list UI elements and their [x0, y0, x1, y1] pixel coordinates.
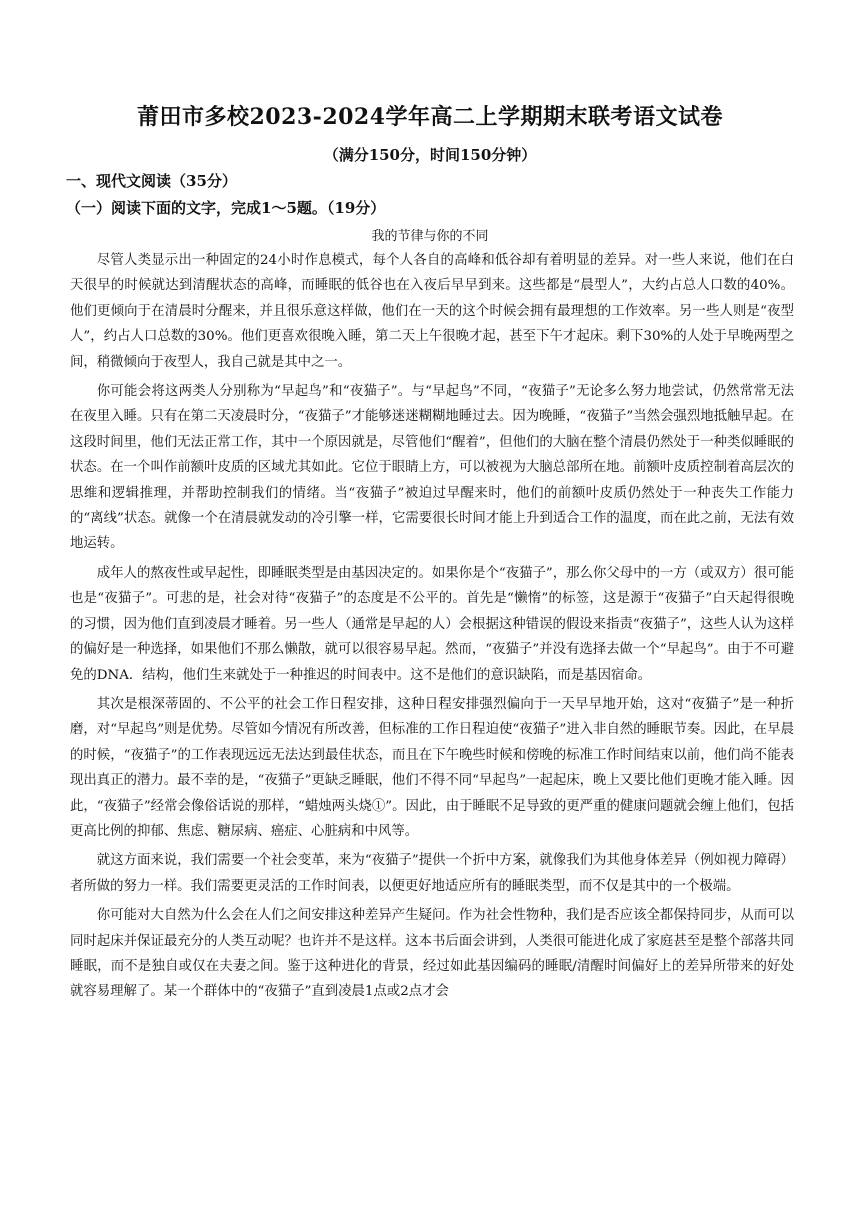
paragraph: 你可能会将这两类人分别称为“早起鸟”和“夜猫子”。与“早起鸟”不同，“夜猫子”无论多么努力地尝试，仍然常常无法在夜里入睡。只有在第二天凌晨时分，“夜猫子”才能够迷迷糊糊地睡过去。因为晚睡，“夜猫子”当然会强烈地抵触早起。在这段时间里，他们无法正常工作，其中一个原因就是，尽管他们“醒着”，但他们的大脑在整个清晨仍然处于一种类似睡眠的状态。在一个叫作前额叶皮质的区域尤其如此。它位于眼睛上方，可以被视为大脑总部所在地。前额叶皮质控制着高层次的思维和逻辑推理，并帮助控制我们的情绪。当“夜猫子”被迫过早醒来时，他们的前额叶皮质仍然处于一种丧失工作能力的“离线”状态。就像一个在清晨就发动的冷引擎一样，它需要很长时间才能上升到适合工作的温度，而在此之前，无法有效地运转。 [70, 384, 794, 552]
exam-title: 莆田市多校2023-2024学年高二上学期期末联考语文试卷 [136, 104, 724, 130]
paragraph: 成年人的熬夜性或早起性，即睡眠类型是由基因决定的。如果你是个“夜猫子”，那么你父母中的一方（或双方）很可能也是“夜猫子”。可悲的是，社会对待“夜猫子”的态度是不公平的。首先是“懒惰”的标签，这是源于“夜猫子”白天起得很晚的习惯，因为他们直到凌晨才睡着。另一些人（通常是早起的人）会根据这种错误的假设来指责“夜猫子”，这些人认为这样的偏好是一种选择，如果他们不那么懒散，就可以很容易早起。然而，“夜猫子”并没有选择去做一个“早起鸟”。由于不可避免的DNA．结构，他们生来就处于一种推迟的时间表中。这不是他们的意识缺陷，而是基因宿命。 [70, 565, 794, 683]
article-title: 我的节律与你的不同 [371, 229, 489, 244]
paragraph: 你可能对大自然为什么会在人们之间安排这种差异产生疑问。作为社会性物种，我们是否应该全都保持同步，从而可以同时起床并保证最充分的人类互动呢？也许并不是这样。这本书后面会讲到，人类很可能进化成了家庭甚至是整个部落共同睡眠，而不是独自或仅在夫妻之间。鉴于这种进化的背景，经过如此基因编码的睡眠/清醒时间偏好上的差异所带来的好处就容易理解了。某一个群体中的“夜猫子”直到凌晨1点或2点才会 [70, 908, 794, 1000]
article-body [70, 248, 794, 1009]
paragraph: 其次是根深蒂固的、不公平的社会工作日程安排，这种日程安排强烈偏向于一天早早地开始，这对“夜猫子”是一种折磨，对“早起鸟”则是优势。尽管如今情况有所改善，但标准的工作日程迫使“夜猫子”进入非自然的睡眠节奏。因此，在早晨的时候，“夜猫子”的工作表现远远无法达到最佳状态，而且在下午晚些时候和傍晚的标准工作时间结束以前，他们尚不能表现出真正的潜力。最不幸的是，“夜猫子”更缺乏睡眠，他们不得不同“早起鸟”一起起床，晚上又要比他们更晚才能入睡。因此，“夜猫子”经常会像俗话说的那样，“蜡烛两头烧①”。因此，由于睡眠不足导致的更严重的健康问题就会缠上他们，包括更高比例的抑郁、焦虑、糖尿病、癌症、心脏病和中风等。 [70, 696, 794, 839]
paragraph: 就这方面来说，我们需要一个社会变革，来为“夜猫子”提供一个折中方案，就像我们为其他身体差异（例如视力障碍）者所做的努力一样。我们需要更灵活的工作时间表，以便更好地适应所有的睡眠类型，而不仅是其中的一个极端。 [70, 853, 794, 894]
section-heading-part1-1: （一）阅读下面的文字，完成1～5题。（19分） [66, 199, 386, 217]
section-heading-part1: 一、现代文阅读（35分） [66, 172, 237, 190]
paragraph: 尽管人类显示出一种固定的24小时作息模式，每个人各自的高峰和低谷却有着明显的差异。对一些人来说，他们在白天很早的时候就达到清醒状态的高峰，而睡眠的低谷也在入夜后早早到来。这些都是“晨型人”，大约占总人口数的40%。他们更倾向于在清晨时分醒来，并且很乐意这样做，他们在一天的这个时候会拥有最理想的工作效率。另一些人则是“夜型人”，约占人口总数的30%。他们更喜欢很晚入睡，第二天上午很晚才起，甚至下午才起床。剩下30%的人处于早晚两型之间，稍微倾向于夜型人，我自己就是其中之一。 [70, 253, 794, 370]
exam-subtitle: （满分150分，时间150分钟） [323, 146, 537, 164]
